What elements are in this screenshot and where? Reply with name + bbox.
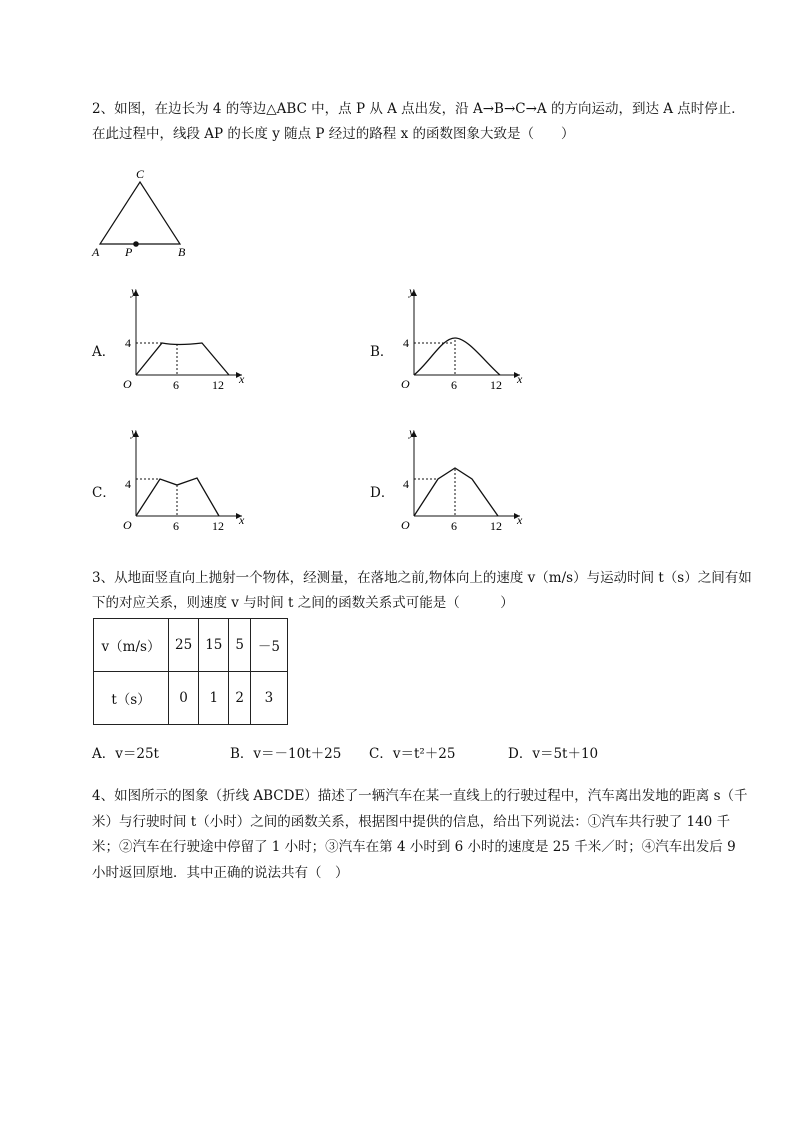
v-value-cell: 15 xyxy=(199,619,229,672)
origin-label: O xyxy=(123,518,132,532)
triangle-abc xyxy=(100,182,180,244)
x-axis-label: x xyxy=(239,513,245,527)
t-value-cell: 0 xyxy=(169,672,199,725)
y-tick-4: 4 xyxy=(125,336,131,350)
option-d-graph xyxy=(390,423,530,533)
choice-b: B．v＝－10t＋25 xyxy=(230,746,342,762)
curve-d xyxy=(414,468,498,516)
y-tick-4: 4 xyxy=(403,336,409,350)
t-header-cell: t（s） xyxy=(94,672,169,725)
point-p xyxy=(133,241,139,247)
triangle-figure xyxy=(88,168,208,268)
option-b-graph xyxy=(390,282,530,392)
option-d-label: D． xyxy=(370,485,395,501)
v-value-cell: 25 xyxy=(169,619,199,672)
point-p-label: P xyxy=(125,245,133,259)
vertex-a-label: A xyxy=(92,245,100,259)
x-axis-label: x xyxy=(517,513,523,527)
t-value-cell: 2 xyxy=(229,672,251,725)
option-a-graph xyxy=(112,282,252,392)
option-c-label: C． xyxy=(92,485,116,501)
curve-b xyxy=(414,338,500,375)
t-value-cell: 1 xyxy=(199,672,229,725)
question-4-text: 4、如图所示的图象（折线 ABCDE）描述了一辆汽车在某一直线上的行驶过程中，汽车离出发地的距离 s（千米）与行驶时间 t（小时）之间的函数关系，根据图中提供的信息，给出下列说法：①汽车共行驶了 140 千米；②汽车在行驶途中停留了 1 小时；③汽车在第 4 小时到 6 小时的速度是 25 千米／时；④汽车出发后 9 小时返回原地．其中正确的说法共有（ ） xyxy=(92,788,748,881)
question-3-text: 3、从地面竖直向上抛射一个物体，经测量，在落地之前,物体向上的速度 v（m/s）与运动时间 t（s）之间有如下的对应关系，则速度 v 与时间 t 之间的函数关系式可能是（ ） xyxy=(92,570,752,611)
x-tick-12: 12 xyxy=(212,378,224,392)
origin-label: O xyxy=(401,377,410,391)
velocity-time-table xyxy=(93,618,288,725)
y-axis-label: y xyxy=(131,284,137,298)
choice-d: D．v＝5t＋10 xyxy=(508,746,599,762)
x-axis-label: x xyxy=(517,372,523,386)
y-tick-4: 4 xyxy=(403,477,409,491)
question-2-text: 2、如图，在边长为 4 的等边△ABC 中，点 P 从 A 点出发，沿 A→B→C→A 的方向运动，到达 A 点时停止．在此过程中，线段 AP 的长度 y 随点 P 经过的路程 x 的函数图象大致是（ ） xyxy=(92,101,745,142)
x-tick-6: 6 xyxy=(173,378,179,392)
x-tick-12: 12 xyxy=(490,519,502,533)
origin-label: O xyxy=(123,377,132,391)
v-value-cell: 5 xyxy=(229,619,251,672)
choice-c: C．v＝t²＋25 xyxy=(369,746,456,762)
x-tick-6: 6 xyxy=(451,519,457,533)
x-tick-6: 6 xyxy=(451,378,457,392)
table-row xyxy=(94,672,288,725)
y-axis-label: y xyxy=(409,425,415,439)
option-a-label: A． xyxy=(92,344,116,360)
v-header-cell: v（m/s） xyxy=(94,619,169,672)
vertex-b-label: B xyxy=(178,245,186,259)
x-tick-12: 12 xyxy=(490,378,502,392)
y-tick-4: 4 xyxy=(125,477,131,491)
x-tick-6: 6 xyxy=(173,519,179,533)
v-value-cell: －5 xyxy=(250,619,287,672)
y-axis-label: y xyxy=(409,284,415,298)
x-tick-12: 12 xyxy=(212,519,224,533)
t-value-cell: 3 xyxy=(250,672,287,725)
origin-label: O xyxy=(401,518,410,532)
curve-a xyxy=(136,343,229,375)
option-b-label: B． xyxy=(370,344,394,360)
question-3-choices xyxy=(92,742,598,762)
x-axis-label: x xyxy=(239,372,245,386)
y-axis-label: y xyxy=(131,425,137,439)
vertex-c-label: C xyxy=(136,168,145,181)
choice-a: A．v＝25t xyxy=(92,746,159,762)
option-c-graph xyxy=(112,423,252,533)
table-row xyxy=(94,619,288,672)
